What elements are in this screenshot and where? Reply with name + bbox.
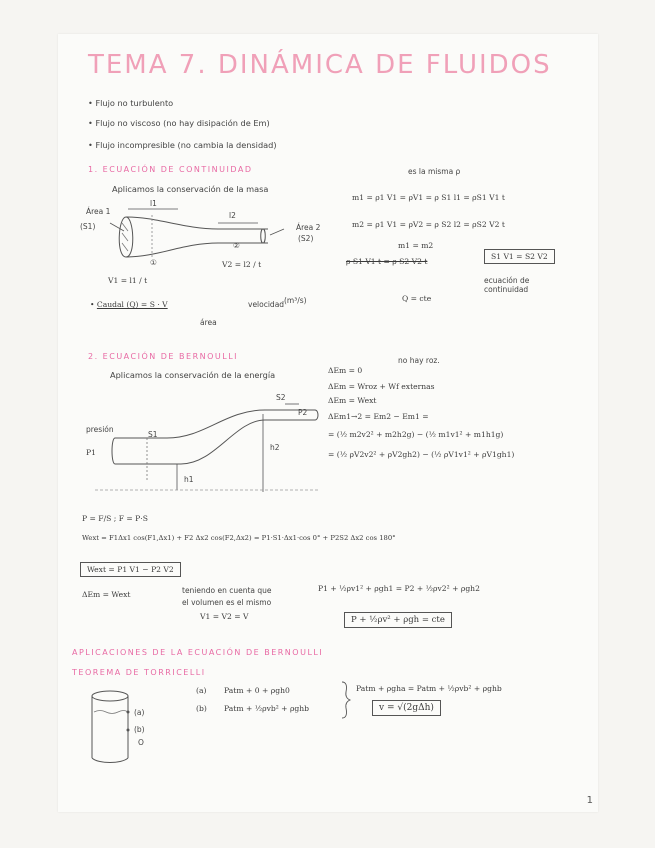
no-friction-note: no hay roz. [398, 356, 440, 365]
bullet-text: Flujo no turbulento [95, 98, 174, 108]
caudal-definition: • Caudal (Q) = S · V [90, 300, 168, 309]
bullet-incompressible: • Flujo incompresible (no cambia la densidad) [88, 140, 277, 150]
s1-label: S1 [148, 430, 158, 439]
brace-icon [340, 680, 352, 720]
volume-equality: V1 = V2 = V [200, 612, 249, 621]
section-continuity-heading: 1. ECUACIÓN DE CONTINUIDAD [88, 165, 253, 174]
v1-formula: V1 = l1 / t [108, 276, 148, 285]
page-number: 1 [586, 795, 593, 806]
area2-symbol: (S2) [298, 234, 314, 243]
continuity-intro: Aplicamos la conservación de la masa [112, 184, 269, 194]
energy-line-2: = (½ ρV2v2² + ρV2gh2) − (½ ρV1v1² + ρV1gh1) [328, 450, 515, 459]
torricelli-result: v = √(2gΔh) [372, 700, 441, 716]
energy-line-1: = (½ m2v2² + m2h2g) − (½ m1v1² + m1h1g) [328, 430, 504, 439]
dEm-wext: ΔEm = Wext [328, 396, 377, 405]
mass-equality: m1 = m2 [398, 241, 434, 250]
arrow-note-2: el volumen es el mismo [182, 598, 272, 607]
m1-equation: m1 = ρ1 V1 = ρV1 = ρ S1 l1 = ρS1 V1 t [352, 193, 505, 202]
area1-label: Área 1 [86, 207, 111, 216]
torricelli-combined: Patm + ρgha = Patm + ½ρvb² + ρghb [356, 684, 502, 693]
q-constant: Q = cte [402, 294, 432, 303]
tank-point-o: O [138, 738, 144, 747]
p1-label: P1 [86, 448, 96, 457]
same-rho-note: es la misma ρ [408, 167, 461, 176]
tank-point-b: (b) [134, 725, 145, 734]
s2-label: S2 [276, 393, 286, 402]
torricelli-label-b: (b) [196, 704, 207, 713]
dEm-12: ΔEm1→2 = Em2 − Em1 = [328, 412, 429, 421]
area1-symbol: (S1) [80, 222, 96, 231]
bernoulli-expanded: P1 + ½ρv1² + ρgh1 = P2 + ½ρv2² + ρgh2 [318, 584, 480, 593]
velocity-note: velocidad [248, 300, 285, 309]
wext-result: Wext = P1 V1 − P2 V2 [80, 562, 181, 577]
caudal-unit: (m³/s) [284, 296, 307, 305]
h1-label: h1 [184, 475, 194, 484]
torricelli-label-a: (a) [196, 686, 207, 695]
pressure-definition: P = F/S ; F = P·S [82, 514, 148, 523]
pipe-diagram [88, 195, 328, 285]
section-bernoulli-heading: 2. ECUACIÓN DE BERNOULLI [88, 352, 239, 361]
cancel-equation: ρ S1 V1 t = ρ S2 V2 t [346, 257, 428, 266]
point2-marker: ② [233, 241, 240, 250]
continuity-result-note: ecuación de continuidad [484, 276, 530, 294]
dEm-work: ΔEm = Wroz + Wf externas [328, 382, 435, 391]
area2-label: Área 2 [296, 223, 321, 232]
bullet-turbulence: • Flujo no turbulento [88, 98, 174, 108]
bernoulli-final: P + ½ρv² + ρgh = cte [344, 612, 452, 628]
point1-marker: ① [150, 258, 157, 267]
bernoulli-pipe-diagram [85, 390, 325, 495]
l2-label: l2 [229, 211, 236, 220]
applications-heading: APLICACIONES DE LA ECUACIÓN DE BERNOULLI [72, 648, 324, 657]
pressure-label: presión [86, 425, 114, 434]
bullet-text: Flujo no viscoso (no hay disipación de Em) [95, 118, 270, 128]
dEm-zero: ΔEm = 0 [328, 366, 363, 375]
arrow-note: teniendo en cuenta que [182, 586, 272, 595]
dEm-equals-wext: ΔEm = Wext [82, 590, 131, 599]
bullet-text: Flujo incompresible (no cambia la densidad) [95, 140, 277, 150]
bernoulli-intro: Aplicamos la conservación de la energía [110, 370, 276, 380]
m2-equation: m2 = ρ1 V1 = ρV2 = ρ S2 l2 = ρS2 V2 t [352, 220, 505, 229]
caudal-text: Caudal (Q) = S · V [96, 300, 168, 309]
wext-equation: Wext = F1Δx1 cos(F1,Δx1) + F2 Δx2 cos(F2,Δx2) = P1·S1·Δx1·cos 0° + P2S2 Δx2 cos 180° [82, 534, 396, 542]
l1-label: l1 [150, 199, 157, 208]
torricelli-eq-b: Patm + ½ρvb² + ρghb [224, 704, 310, 713]
torricelli-heading: TEOREMA DE TORRICELLI [72, 668, 206, 677]
page-title: TEMA 7. DINÁMICA DE FLUIDOS [88, 50, 552, 80]
area-note: área [200, 318, 217, 327]
p2-label: P2 [298, 408, 308, 417]
tank-point-a: (a) [134, 708, 145, 717]
bullet-viscous: • Flujo no viscoso (no hay disipación de Em) [88, 118, 270, 128]
continuity-result: S1 V1 = S2 V2 [484, 249, 555, 264]
h2-label: h2 [270, 443, 280, 452]
v2-formula: V2 = l2 / t [222, 260, 262, 269]
torricelli-eq-a: Patm + 0 + ρgh0 [224, 686, 290, 695]
